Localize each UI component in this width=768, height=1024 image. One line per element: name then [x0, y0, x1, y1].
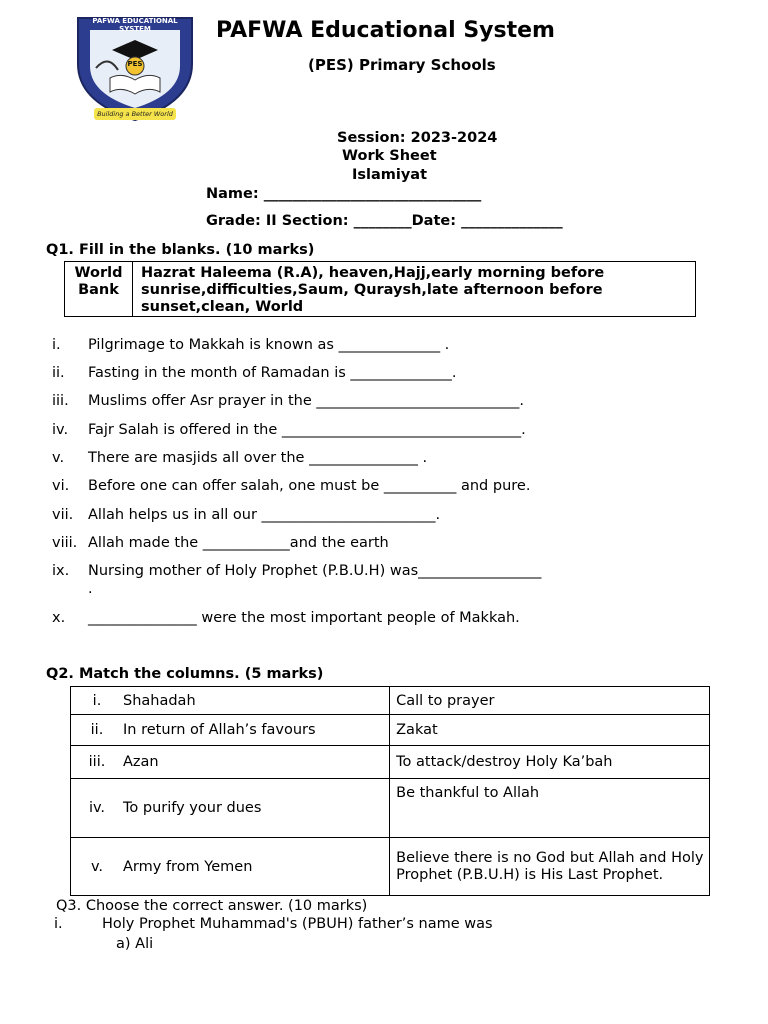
match-right-cell: Believe there is no God but Allah and Holy Prophet (P.B.U.H) is His Last Prophet. — [390, 838, 710, 896]
q1-item-number: ix. — [52, 563, 70, 579]
match-left-cell — [71, 687, 390, 715]
match-row-number: i. — [92, 692, 102, 709]
q2-title: Q2. Match the columns. (5 marks) — [46, 666, 324, 682]
match-left-text: Azan — [123, 754, 159, 770]
match-row-number: iv. — [88, 800, 106, 816]
match-right-cell: Zakat — [390, 715, 710, 746]
match-left-cell — [71, 779, 390, 838]
name-line: Name: ______________________________ — [206, 186, 482, 202]
q1-item-number: i. — [52, 337, 61, 353]
match-row-number: ii. — [90, 722, 104, 738]
match-row-number: iii. — [88, 754, 106, 770]
match-left-cell — [71, 746, 390, 779]
q1-item-text: Pilgrimage to Makkah is known as ______________ . — [88, 337, 450, 353]
logo-ring-text: PAFWA EDUCATIONAL SYSTEM — [92, 17, 178, 33]
q3-question-number: i. — [54, 916, 63, 932]
q3-option-a: a) Ali — [116, 936, 154, 952]
q1-item-number: ii. — [52, 365, 65, 381]
worksheet-label: Work Sheet — [342, 148, 437, 164]
word-bank-label-line-2: Bank — [78, 282, 119, 298]
match-left-cell — [71, 838, 390, 896]
logo-motto: Building a Better World — [97, 110, 173, 118]
word-bank-label — [65, 262, 133, 316]
match-right-cell: To attack/destroy Holy Ka’bah — [390, 746, 710, 779]
q1-item-number: iv. — [52, 422, 69, 438]
q1-item-text: Before one can offer salah, one must be __________ and pure. — [88, 478, 531, 494]
q3-question-text: Holy Prophet Muhammad's (PBUH) father’s name was — [102, 916, 493, 932]
q1-item-number: x. — [52, 610, 66, 626]
q1-item-text: _______________ were the most important people of Makkah. — [88, 610, 520, 626]
q1-item-text: Allah helps us in all our ________________________. — [88, 507, 441, 523]
q3-title: Q3. Choose the correct answer. (10 marks) — [56, 898, 368, 914]
q1-item-text: There are masjids all over the _______________ . — [88, 450, 428, 466]
match-right-cell: Be thankful to Allah — [390, 779, 710, 838]
match-columns-table — [70, 686, 710, 896]
school-title: PAFWA Educational System — [216, 18, 555, 43]
q1-item-continuation: . — [88, 581, 93, 597]
table-row — [71, 746, 710, 779]
match-right-cell: Call to prayer — [390, 687, 710, 715]
match-row-number: v. — [90, 858, 104, 875]
q1-item-text: Nursing mother of Holy Prophet (P.B.U.H) was_________________ — [88, 563, 542, 579]
q1-item-text: Fasting in the month of Ramadan is ______________. — [88, 365, 457, 381]
match-left-text: Shahadah — [123, 692, 196, 709]
table-row — [71, 687, 710, 715]
match-left-text: Army from Yemen — [123, 858, 253, 875]
q1-item-number: iii. — [52, 393, 69, 409]
table-row — [71, 715, 710, 746]
word-bank-label-line-1: World — [74, 265, 123, 281]
subject-label: Islamiyat — [352, 167, 428, 183]
match-left-text: To purify your dues — [123, 800, 262, 816]
q1-item-text: Allah made the ____________and the earth — [88, 535, 389, 551]
school-logo — [74, 14, 196, 124]
q1-item-number: v. — [52, 450, 65, 466]
match-left-cell — [71, 715, 390, 746]
table-row — [71, 779, 710, 838]
word-bank-words: Hazrat Haleema (R.A), heaven,Hajj,early morning before sunrise,difficulties,Saum, Quraysh,late afternoon before sunset,clean, World — [141, 265, 605, 315]
q1-item-number: vii. — [52, 507, 74, 523]
logo-center-text: PES — [127, 60, 143, 68]
session-label: Session: 2023-2024 — [337, 130, 498, 146]
word-bank-box — [64, 261, 696, 317]
q1-item-number: vi. — [52, 478, 70, 494]
match-left-text: In return of Allah’s favours — [123, 722, 316, 738]
q1-item-text: Muslims offer Asr prayer in the ____________________________. — [88, 393, 524, 409]
school-subtitle: (PES) Primary Schools — [308, 56, 496, 74]
table-row — [71, 838, 710, 896]
q1-item-number: viii. — [52, 535, 78, 551]
q1-item-text: Fajr Salah is offered in the _________________________________. — [88, 422, 526, 438]
q1-title: Q1. Fill in the blanks. (10 marks) — [46, 242, 315, 258]
grade-line: Grade: II Section: ________Date: ______________ — [206, 213, 563, 229]
